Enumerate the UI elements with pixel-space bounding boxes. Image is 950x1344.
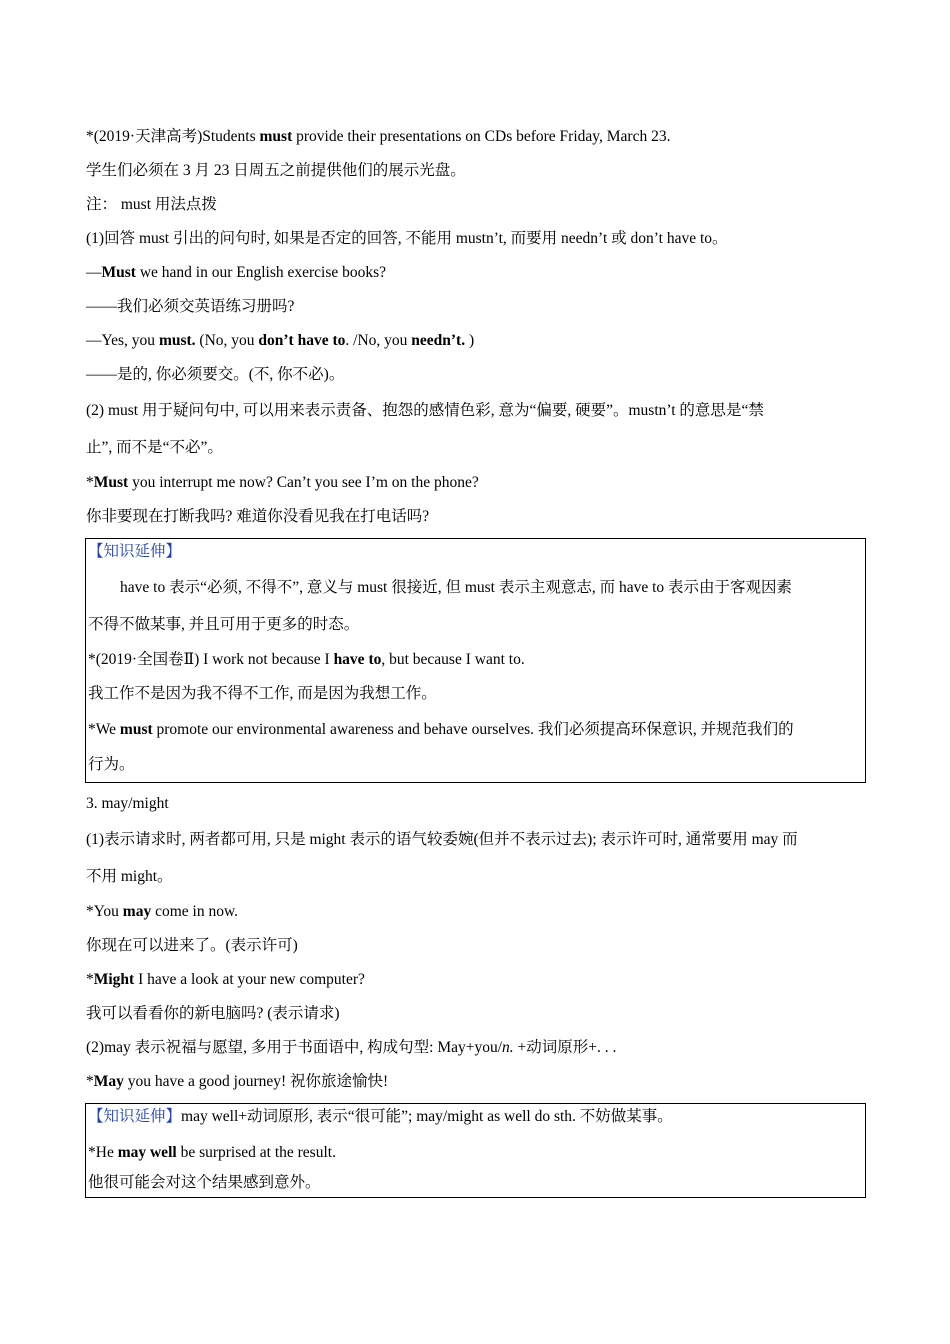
text: * [86, 971, 94, 988]
keyword: don’t have to [258, 332, 346, 349]
example-sentence [86, 963, 866, 997]
keyword: May [93, 1073, 124, 1090]
keyword: must. [158, 332, 196, 349]
dialog-question [86, 256, 866, 290]
example-sentence [86, 1136, 865, 1170]
translation: 你现在可以进来了。(表示许可) [86, 937, 298, 954]
knowledge-extension-box [85, 538, 866, 783]
note-heading: 注： must 用法点拨 [86, 196, 217, 213]
translation: 你非要现在打断我吗? 难道你没看见我在打电话吗? [86, 508, 430, 525]
text: come in now. [151, 903, 239, 920]
usage-point-1: (1)回答 must 引出的问句时, 如果是否定的回答, 不能用 mustn’t, 而要用 needn’t 或 don’t have to。 [86, 230, 728, 247]
text: *You [86, 903, 123, 920]
text: may well+动词原形, 表示“很可能”; may/might as well do sth. 不妨做某事。 [181, 1108, 673, 1125]
dialog-answer-translation: ——是的, 你必须要交。(不, 你不必)。 [86, 366, 345, 383]
example-sentence [86, 895, 866, 929]
document-page [86, 120, 866, 1198]
text: , but because I want to. [381, 651, 525, 668]
text: *We [88, 721, 120, 738]
keyword: must [119, 721, 153, 738]
text: (2)may 表示祝福与愿望, 多用于书面语中, 构成句型: May+you/ [86, 1039, 503, 1056]
extension-text-cont: 不得不做某事, 并且可用于更多的时态。 [88, 616, 360, 633]
text: —Yes, you [86, 332, 159, 349]
keyword: may well [117, 1144, 177, 1161]
box-title: 【知识延伸】 [88, 543, 182, 560]
usage-point-1-cont: 不用 might。 [86, 868, 173, 885]
text: we hand in our English exercise books? [135, 264, 387, 281]
example-sentence [86, 643, 865, 677]
usage-point-2: (2) must 用于疑问句中, 可以用来表示责备、抱怨的感情色彩, 意为“偏要, 硬要”。mustn’t 的意思是“禁 [86, 402, 764, 419]
keyword: Must [93, 474, 129, 491]
usage-point-2-cont: 止”, 而不是“不必”。 [86, 439, 223, 456]
section-heading: 3. may/might [86, 795, 169, 812]
example-sentence [86, 711, 865, 748]
translation: 学生们必须在 3 月 23 日周五之前提供他们的展示光盘。 [86, 162, 466, 179]
box-title: 【知识延伸】 [88, 1108, 182, 1125]
translation: 我可以看看你的新电脑吗? (表示请求) [86, 1005, 340, 1022]
keyword: may [122, 903, 152, 920]
text: be surprised at the result. [176, 1144, 336, 1161]
translation: 他很可能会对这个结果感到意外。 [88, 1174, 321, 1191]
keyword: Must [101, 264, 136, 281]
usage-point-2 [86, 1031, 866, 1065]
knowledge-extension-box [85, 1103, 866, 1198]
translation: 我工作不是因为我不得不工作, 而是因为我想工作。 [88, 685, 437, 702]
keyword: must [259, 128, 293, 145]
text: you interrupt me now? Can’t you see I’m on the phone? [128, 474, 479, 491]
text: promote our environmental awareness and behave ourselves. 我们必须提高环保意识, 并规范我们的 [152, 721, 794, 738]
text: I have a look at your new computer? [134, 971, 365, 988]
keyword: have to [333, 651, 382, 668]
text: +动词原形+. . . [513, 1039, 617, 1056]
extension-text: have to 表示“必须, 不得不”, 意义与 must 很接近, 但 must 表示主观意志, 而 have to 表示由于客观因素 [120, 579, 793, 596]
text: — [86, 264, 102, 281]
example-sentence [86, 466, 866, 500]
text: you have a good journey! 祝你旅途愉快! [123, 1073, 389, 1090]
dialog-answer [86, 324, 866, 358]
text: (No, you [195, 332, 259, 349]
text: * [86, 1073, 94, 1090]
dialog-question-translation: ——我们必须交英语练习册吗? [86, 298, 295, 315]
text: ) [465, 332, 475, 349]
text: *(2019·天津高考)Students [86, 128, 260, 145]
example-sentence [86, 120, 866, 154]
box-title-line [86, 1104, 865, 1136]
text: . /No, you [345, 332, 412, 349]
example-sentence [86, 1065, 866, 1099]
italic-abbrev: n. [502, 1039, 514, 1056]
keyword: Might [93, 971, 135, 988]
text: provide their presentations on CDs before Friday, March 23. [292, 128, 671, 145]
example-sentence-cont: 行为。 [88, 756, 135, 773]
text: *(2019·全国卷Ⅱ) I work not because I [88, 651, 334, 668]
text: *He [88, 1144, 118, 1161]
keyword: needn’t. [411, 332, 466, 349]
text: * [86, 474, 94, 491]
usage-point-1: (1)表示请求时, 两者都可用, 只是 might 表示的语气较委婉(但并不表示过去); 表示许可时, 通常要用 may 而 [86, 831, 798, 848]
